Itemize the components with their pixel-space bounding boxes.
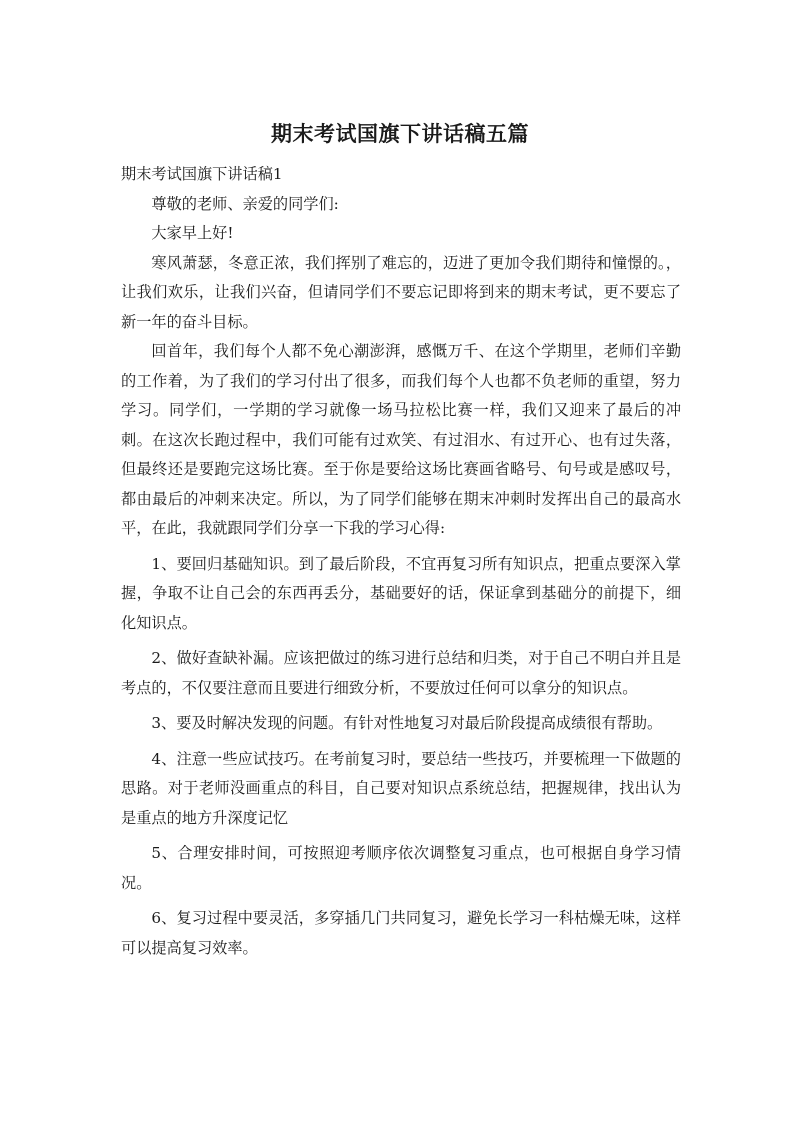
paragraph-intro: 寒风萧瑟，冬意正浓，我们挥别了难忘的，迈进了更加令我们期待和憧憬的。，让我们欢乐，让我们兴奋，但请同学们不要忘记即将到来的期末考试，更不要忘了新一年的奋斗目标。 <box>121 253 681 331</box>
paragraph-greeting-2: 大家早上好! <box>151 224 234 242</box>
paragraph-tip-6: 6、复习过程中要灵活，多穿插几门共同复习，避免长学习一科枯燥无味，这样可以提高复习效率。 <box>121 909 681 957</box>
document-subtitle: 期末考试国旗下讲话稿1 <box>121 165 283 183</box>
paragraph-greeting-1: 尊敬的老师、亲爱的同学们: <box>151 194 339 213</box>
document-title: 期末考试国旗下讲话稿五篇 <box>271 122 529 146</box>
paragraph-tip-2: 2、做好查缺补漏。应该把做过的练习进行总结和归类，对于自己不明白并且是考点的，不仅要注意而且要进行细致分析，不要放过任何可以拿分的知识点。 <box>121 649 681 697</box>
paragraph-tip-1: 1、要回归基础知识。到了最后阶段，不宜再复习所有知识点，把重点要深入掌握，争取不让自己会的东西再丢分，基础要好的话，保证拿到基础分的前提下，细化知识点。 <box>121 554 681 632</box>
paragraph-tip-3: 3、要及时解决发现的问题。有针对性地复习对最后阶段提高成绩很有帮助。 <box>151 714 663 732</box>
paragraph-tip-4: 4、注意一些应试技巧。在考前复习时，要总结一些技巧，并要梳理一下做题的思路。对于老师没画重点的科目，自己要对知识点系统总结，把握规律，找出认为是重点的地方升深度记忆 <box>121 749 681 827</box>
document-body <box>121 160 681 963</box>
paragraph-tip-5: 5、合理安排时间，可按照迎考顺序依次调整复习重点，也可根据自身学习情况。 <box>121 844 681 892</box>
paragraph-review: 回首年，我们每个人都不免心潮澎湃，感慨万千、在这个学期里，老师们辛勤的工作着，为了我们的学习付出了很多，而我们每个人也都不负老师的重望，努力学习。同学们，一学期的学习就像一场马拉松比赛一样，我们又迎来了最后的冲刺。在这次长跑过程中，我们可能有过欢笑、有过泪水、有过开心、也有过失落，但最终还是要跑完这场比赛。至于你是要给这场比赛画省略号、句号或是感叹号，都由最后的冲刺来决定。所以，为了同学们能够在期末冲刺时发挥出自己的最高水平，在此，我就跟同学们分享一下我的学习心得: <box>121 342 681 537</box>
